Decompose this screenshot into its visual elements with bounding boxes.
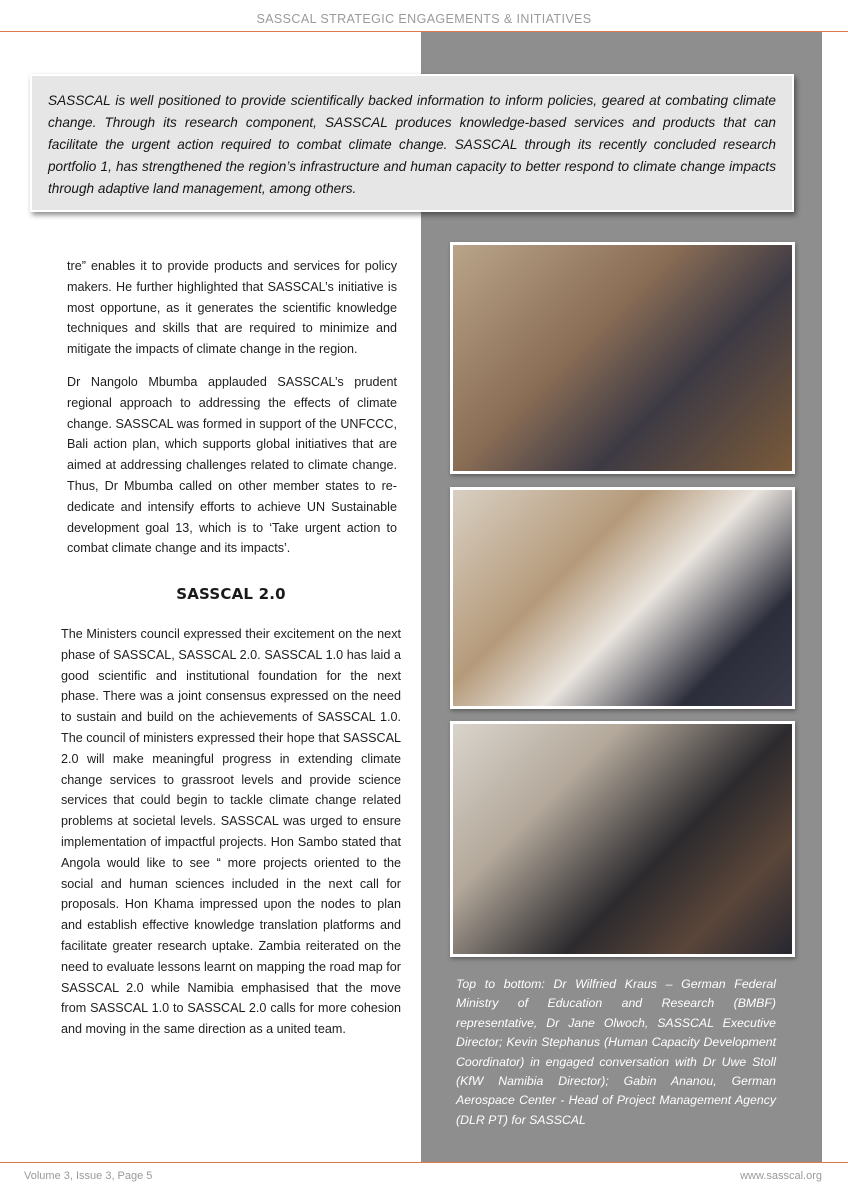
footer-divider	[0, 1162, 848, 1163]
photo-conversation	[450, 487, 795, 709]
left-column-top	[67, 256, 397, 571]
body-paragraph: Dr Nangolo Mbumba applauded SASSCAL’s prudent regional approach to addressing the effects of climate change. SASSCAL was formed in support of the UNFCCC, Bali action plan, which supports global initiatives that are aimed at addressing challenges related to climate change. Thus, Dr Mbumba called on other member states to re-dedicate and intensify efforts to achieve UN Sustainable development goal 13, which is to ‘Take urgent action to combat climate change and its impacts’.	[67, 374, 397, 556]
left-column-bottom	[61, 624, 401, 1052]
photo-speaker-podium	[450, 242, 795, 474]
footer-website: www.sasscal.org	[740, 1170, 822, 1182]
page-header	[0, 0, 848, 32]
photo-caption: Top to bottom: Dr Wilfried Kraus – German Federal Ministry of Education and Research (BMBF) representative, Dr Jane Olwoch, SASSCAL Executive Director; Kevin Stephanus (Human Capacity Development Coordinator) in engaged conversation with Dr Uwe Stoll (KfW Namibia Director); Gabin Ananou, German Aerospace Center - Head of Project Management Agency (DLR PT) for SASSCAL	[456, 977, 776, 1127]
header-title: SASSCAL STRATEGIC ENGAGEMENTS & INITIATIVES	[256, 12, 592, 26]
footer-issue: Volume 3, Issue 3, Page 5	[24, 1170, 153, 1182]
body-paragraph: tre” enables it to provide products and services for policy makers. He further highlighted that SASSCAL’s initiative is most opportune, as it generates the scientific knowledge techniques and skills that are required to minimize and mitigate the impacts of climate change in the region.	[67, 259, 397, 357]
photo-reception	[450, 721, 795, 957]
pull-quote-box	[30, 74, 794, 212]
section-heading: SASSCAL 2.0	[176, 585, 286, 603]
pull-quote-text: SASSCAL is well positioned to provide scientifically backed information to inform policies, geared at combating climate change. Through its research component, SASSCAL produces knowledge-based services and products that can facilitate the urgent action required to combat climate change. SASSCAL through its recently concluded research portfolio 1, has strengthened the region’s infrastructure and human capacity to better respond to climate change impacts through adaptive land management, among others.	[48, 93, 776, 196]
body-paragraph: The Ministers council expressed their excitement on the next phase of SASSCAL, SASSCAL 2.0. SASSCAL 1.0 has laid a good scientific and institutional foundation for the next phase. There was a joint consensus expressed on the need to sustain and build on the achievements of SASSCAL 1.0. The council of ministers expressed their hope that SASSCAL 2.0 will make meaningful progress in extending climate change services to grassroot levels and provide science services that could begin to tackle climate change related problems at societal levels. SASSCAL was urged to ensure implementation of impactful projects. Hon Sambo stated that Angola would like to see “ more projects oriented to the social and human sciences included in the next call for proposals. Hon Khama impressed upon the nodes to plan and establish effective knowledge translation platforms and facilitate greater research uptake. Zambia reiterated on the need to evaluate lessons learnt on mapping the road map for SASSCAL 2.0 while Namibia emphasised that the move from SASSCAL 1.0 to SASSCAL 2.0 calls for more cohesion and moving in the same direction as a united team.	[61, 627, 401, 1037]
